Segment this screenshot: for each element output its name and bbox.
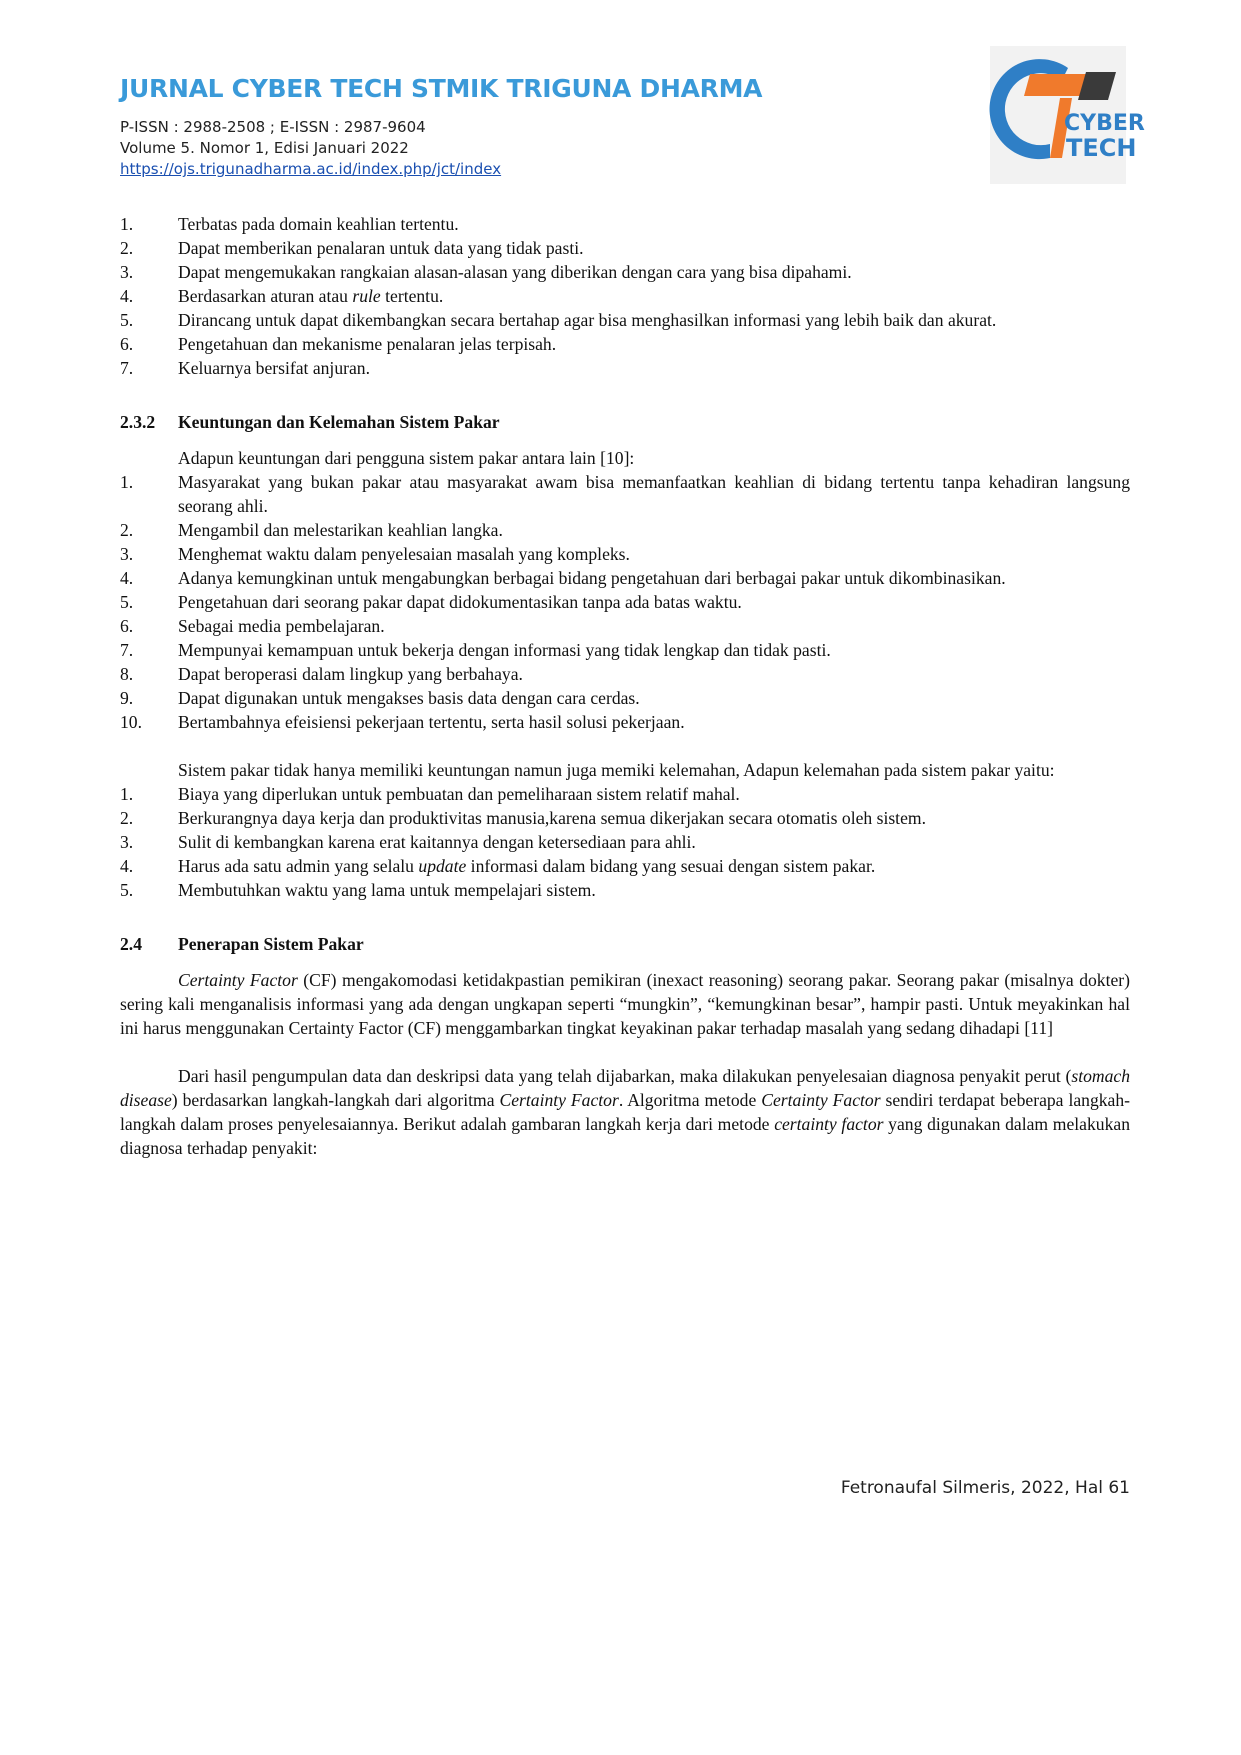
document-body bbox=[120, 212, 1130, 1160]
section-heading-2-3-2: 2.3.2 Keuntungan dan Kelemahan Sistem Pakar bbox=[120, 412, 500, 432]
list-item: 2. Dapat memberikan penalaran untuk data yang tidak pasti. bbox=[120, 238, 584, 258]
section-heading-2-4: 2.4 Penerapan Sistem Pakar bbox=[120, 934, 364, 954]
list-item: 4. Adanya kemungkinan untuk mengabungkan berbagai bidang pengetahuan dari berbagai pakar untuk dikombinasikan. bbox=[120, 568, 1006, 588]
cyber-tech-logo-icon bbox=[990, 46, 1145, 184]
list-item: 6. Sebagai media pembelajaran. bbox=[120, 616, 385, 636]
list-item: 1. Masyarakat yang bukan pakar atau masyarakat awam bisa memanfaatkan keahlian di bidang tertentu tanpa kehadiran langsung seorang ahli. bbox=[120, 472, 1130, 516]
diagnosis-paragraph: Dari hasil pengumpulan data dan deskripsi data yang telah dijabarkan, maka dilakukan penyelesaian diagnosa penyakit perut (stomach disease) berdasarkan langkah-langkah dari algoritma Certainty Factor. Algoritma metode Certainty Factor sendiri terdapat beberapa langkah-langkah dalam proses penyelesaiannya. Berikut adalah gambaran langkah kerja dari metode certainty factor yang digunakan dalam melakukan diagnosa terhadap penyakit: bbox=[120, 1066, 1131, 1158]
list-item: 3. Menghemat waktu dalam penyelesaian masalah yang kompleks. bbox=[120, 544, 630, 564]
logo-tech-text: TECH bbox=[1066, 134, 1137, 162]
list-item: 5. Membutuhkan waktu yang lama untuk mempelajari sistem. bbox=[120, 880, 596, 900]
list-item: 5. Dirancang untuk dapat dikembangkan secara bertahap agar bisa menghasilkan informasi yang lebih baik dan akurat. bbox=[120, 310, 997, 330]
journal-volume: Volume 5. Nomor 1, Edisi Januari 2022 bbox=[120, 139, 409, 157]
logo-cyber-text: CYBER bbox=[1064, 111, 1145, 136]
list-item: 3. Sulit di kembangkan karena erat kaitannya dengan ketersediaan para ahli. bbox=[120, 832, 696, 852]
list-item: 1. Biaya yang diperlukan untuk pembuatan dan pemeliharaan sistem relatif mahal. bbox=[120, 784, 740, 804]
list-item: 4. Berdasarkan aturan atau rule tertentu. bbox=[120, 286, 444, 306]
cyber-tech-logo bbox=[990, 46, 1145, 184]
list-item: 2. Berkurangnya daya kerja dan produktivitas manusia,karena semua dikerjakan secara otomatis oleh sistem. bbox=[120, 808, 926, 828]
list-item: 1. Terbatas pada domain keahlian tertentu. bbox=[120, 214, 459, 234]
weakness-list bbox=[120, 782, 1130, 902]
list-item: 7. Mempunyai kemampuan untuk bekerja dengan informasi yang tidak lengkap dan tidak pasti. bbox=[120, 640, 831, 660]
journal-title: JURNAL CYBER TECH STMIK TRIGUNA DHARMA bbox=[120, 74, 763, 103]
journal-issn: P-ISSN : 2988-2508 ; E-ISSN : 2987-9604 bbox=[120, 118, 426, 136]
advantages-list bbox=[120, 470, 1130, 734]
certainty-factor-paragraph: Certainty Factor (CF) mengakomodasi ketidakpastian pemikiran (inexact reasoning) seorang pakar. Seorang pakar (misalnya dokter) sering kali menganalisis informasi yang ada dengan ungkapan seperti “mungkin”, “kemungkinan besar”, hampir pasti. Untuk meyakinkan hal ini harus menggunakan Certainty Factor (CF) menggambarkan tingkat keyakinan pakar terhadap masalah yang sedang dihadapi [11] bbox=[120, 970, 1131, 1038]
characteristics-list bbox=[120, 212, 1130, 380]
list-item: 9. Dapat digunakan untuk mengakses basis data dengan cara cerdas. bbox=[120, 688, 640, 708]
list-item: 8. Dapat beroperasi dalam lingkup yang berbahaya. bbox=[120, 664, 523, 684]
page-footer: Fetronaufal Silmeris, 2022, Hal 61 bbox=[840, 1478, 1130, 1498]
list-item: 5. Pengetahuan dari seorang pakar dapat didokumentasikan tanpa ada batas waktu. bbox=[120, 592, 742, 612]
list-item: 6. Pengetahuan dan mekanisme penalaran jelas terpisah. bbox=[120, 334, 557, 354]
list-item: 10. Bertambahnya efeisiensi pekerjaan tertentu, serta hasil solusi pekerjaan. bbox=[120, 712, 685, 732]
journal-url-link[interactable]: https://ojs.trigunadharma.ac.id/index.php/jct/index bbox=[120, 160, 502, 178]
journal-header bbox=[120, 74, 980, 180]
weakness-intro: Sistem pakar tidak hanya memiliki keuntungan namun juga memiki kelemahan, Adapun kelemahan pada sistem pakar yaitu: bbox=[178, 760, 1055, 780]
advantages-intro: Adapun keuntungan dari pengguna sistem pakar antara lain [10]: bbox=[178, 448, 635, 468]
list-item: 2. Mengambil dan melestarikan keahlian langka. bbox=[120, 520, 503, 540]
list-item: 4. Harus ada satu admin yang selalu update informasi dalam bidang yang sesuai dengan sistem pakar. bbox=[120, 856, 876, 876]
list-item: 3. Dapat mengemukakan rangkaian alasan-alasan yang diberikan dengan cara yang bisa dipahami. bbox=[120, 262, 852, 282]
list-item: 7. Keluarnya bersifat anjuran. bbox=[120, 358, 370, 378]
